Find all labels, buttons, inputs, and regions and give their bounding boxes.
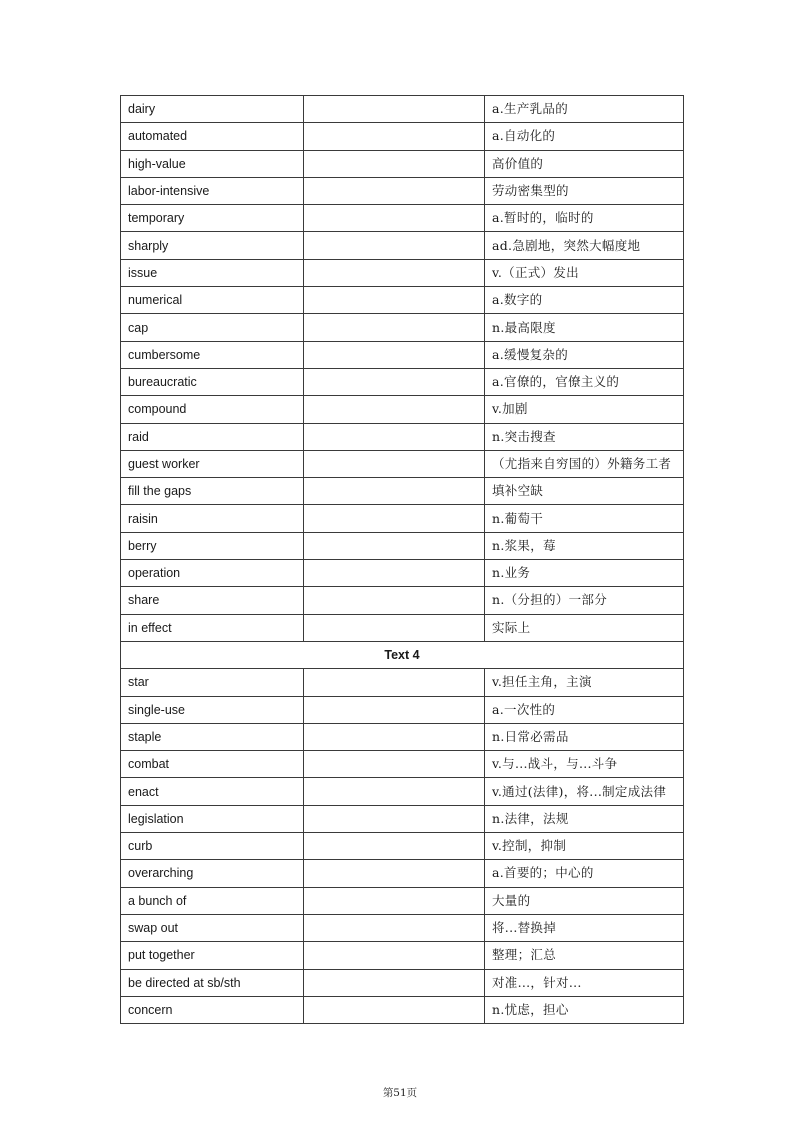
table-row	[121, 123, 684, 150]
word-cell: raisin	[121, 505, 304, 532]
word-cell: high-value	[121, 150, 304, 177]
meaning-cell: v.加剧	[485, 396, 684, 423]
meaning-cell: a.生产乳品的	[485, 96, 684, 123]
table-row	[121, 478, 684, 505]
meaning-cell: a.暂时的，临时的	[485, 205, 684, 232]
meaning-cell: （尤指来自穷国的）外籍务工者	[485, 450, 684, 477]
meaning-cell: v.控制，抑制	[485, 833, 684, 860]
blank-cell	[304, 450, 485, 477]
word-cell: operation	[121, 560, 304, 587]
blank-cell	[304, 587, 485, 614]
table-row	[121, 505, 684, 532]
word-cell: put together	[121, 942, 304, 969]
blank-cell	[304, 150, 485, 177]
word-cell: numerical	[121, 287, 304, 314]
meaning-cell: a.缓慢复杂的	[485, 341, 684, 368]
word-cell: enact	[121, 778, 304, 805]
word-cell: staple	[121, 723, 304, 750]
blank-cell	[304, 996, 485, 1023]
word-cell: berry	[121, 532, 304, 559]
meaning-cell: a.一次性的	[485, 696, 684, 723]
blank-cell	[304, 778, 485, 805]
blank-cell	[304, 669, 485, 696]
meaning-cell: 实际上	[485, 614, 684, 641]
meaning-cell: 整理；汇总	[485, 942, 684, 969]
meaning-cell: v.担任主角，主演	[485, 669, 684, 696]
table-row	[121, 177, 684, 204]
word-cell: concern	[121, 996, 304, 1023]
blank-cell	[304, 314, 485, 341]
table-row	[121, 914, 684, 941]
table-row	[121, 423, 684, 450]
meaning-cell: v.（正式）发出	[485, 259, 684, 286]
blank-cell	[304, 123, 485, 150]
blank-cell	[304, 614, 485, 641]
word-cell: a bunch of	[121, 887, 304, 914]
table-row	[121, 860, 684, 887]
word-cell: cumbersome	[121, 341, 304, 368]
word-cell: issue	[121, 259, 304, 286]
table-row	[121, 368, 684, 395]
table-row	[121, 942, 684, 969]
blank-cell	[304, 751, 485, 778]
word-cell: star	[121, 669, 304, 696]
blank-cell	[304, 423, 485, 450]
blank-cell	[304, 232, 485, 259]
table-row	[121, 669, 684, 696]
word-cell: labor-intensive	[121, 177, 304, 204]
section-header-row	[121, 641, 684, 668]
blank-cell	[304, 368, 485, 395]
blank-cell	[304, 696, 485, 723]
word-cell: swap out	[121, 914, 304, 941]
meaning-cell: n.（分担的）一部分	[485, 587, 684, 614]
table-row	[121, 314, 684, 341]
blank-cell	[304, 887, 485, 914]
word-cell: dairy	[121, 96, 304, 123]
meaning-cell: a.数字的	[485, 287, 684, 314]
meaning-cell: n.突击搜查	[485, 423, 684, 450]
table-row	[121, 232, 684, 259]
meaning-cell: v.与...战斗，与...斗争	[485, 751, 684, 778]
meaning-cell: ad.急剧地，突然大幅度地	[485, 232, 684, 259]
page-number: 第51页	[382, 1087, 418, 1099]
meaning-cell: 大量的	[485, 887, 684, 914]
table-row	[121, 778, 684, 805]
word-cell: be directed at sb/sth	[121, 969, 304, 996]
blank-cell	[304, 96, 485, 123]
word-cell: automated	[121, 123, 304, 150]
word-cell: overarching	[121, 860, 304, 887]
table-row	[121, 887, 684, 914]
blank-cell	[304, 478, 485, 505]
word-cell: sharply	[121, 232, 304, 259]
table-row	[121, 996, 684, 1023]
word-cell: curb	[121, 833, 304, 860]
meaning-cell: n.葡萄干	[485, 505, 684, 532]
word-cell: raid	[121, 423, 304, 450]
table-row	[121, 696, 684, 723]
vocabulary-table-body	[121, 96, 684, 1024]
word-cell: bureaucratic	[121, 368, 304, 395]
blank-cell	[304, 942, 485, 969]
blank-cell	[304, 914, 485, 941]
blank-cell	[304, 860, 485, 887]
meaning-cell: a.首要的；中心的	[485, 860, 684, 887]
section-header: Text 4	[121, 641, 684, 668]
meaning-cell: a.官僚的，官僚主义的	[485, 368, 684, 395]
meaning-cell: 对准...，针对...	[485, 969, 684, 996]
table-row	[121, 259, 684, 286]
word-cell: combat	[121, 751, 304, 778]
word-cell: guest worker	[121, 450, 304, 477]
blank-cell	[304, 205, 485, 232]
table-row	[121, 723, 684, 750]
blank-cell	[304, 341, 485, 368]
meaning-cell: 高价值的	[485, 150, 684, 177]
word-cell: temporary	[121, 205, 304, 232]
table-row	[121, 833, 684, 860]
blank-cell	[304, 532, 485, 559]
meaning-cell: n.法律，法规	[485, 805, 684, 832]
blank-cell	[304, 287, 485, 314]
word-cell: legislation	[121, 805, 304, 832]
meaning-cell: n.最高限度	[485, 314, 684, 341]
meaning-cell: a.自动化的	[485, 123, 684, 150]
table-row	[121, 969, 684, 996]
word-cell: compound	[121, 396, 304, 423]
blank-cell	[304, 560, 485, 587]
table-row	[121, 150, 684, 177]
blank-cell	[304, 969, 485, 996]
word-cell: in effect	[121, 614, 304, 641]
meaning-cell: 劳动密集型的	[485, 177, 684, 204]
table-row	[121, 96, 684, 123]
table-row	[121, 587, 684, 614]
table-row	[121, 341, 684, 368]
blank-cell	[304, 505, 485, 532]
meaning-cell: n.业务	[485, 560, 684, 587]
table-row	[121, 614, 684, 641]
word-cell: share	[121, 587, 304, 614]
word-cell: cap	[121, 314, 304, 341]
table-row	[121, 287, 684, 314]
table-row	[121, 396, 684, 423]
table-row	[121, 532, 684, 559]
table-row	[121, 805, 684, 832]
blank-cell	[304, 805, 485, 832]
blank-cell	[304, 259, 485, 286]
table-row	[121, 450, 684, 477]
meaning-cell: n.忧虑，担心	[485, 996, 684, 1023]
meaning-cell: 填补空缺	[485, 478, 684, 505]
blank-cell	[304, 723, 485, 750]
meaning-cell: n.日常必需品	[485, 723, 684, 750]
meaning-cell: n.浆果，莓	[485, 532, 684, 559]
blank-cell	[304, 177, 485, 204]
table-row	[121, 560, 684, 587]
word-cell: single-use	[121, 696, 304, 723]
word-cell: fill the gaps	[121, 478, 304, 505]
meaning-cell: v.通过(法律)，将...制定成法律	[485, 778, 684, 805]
blank-cell	[304, 396, 485, 423]
table-row	[121, 751, 684, 778]
table-row	[121, 205, 684, 232]
vocabulary-table	[120, 95, 684, 1024]
meaning-cell: 将...替换掉	[485, 914, 684, 941]
blank-cell	[304, 833, 485, 860]
